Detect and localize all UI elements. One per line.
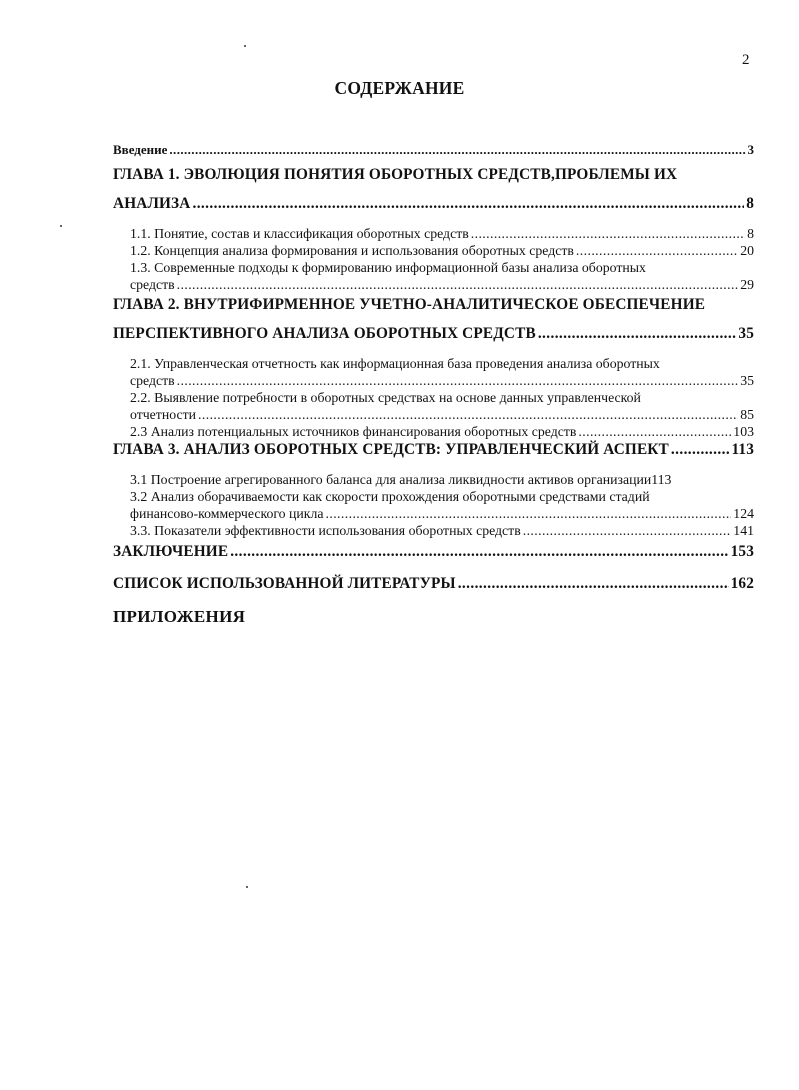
toc-entry-appendices[interactable] <box>113 607 754 627</box>
toc-entry-section-3-2[interactable] <box>113 488 754 522</box>
scan-speck <box>244 45 246 47</box>
toc-page-number: 29 <box>740 277 754 292</box>
toc-entry-text: 1.3. Современные подходы к формированию информационной базы анализа оборотных <box>130 260 646 275</box>
toc-page-number: 103 <box>733 424 754 439</box>
dot-leader <box>538 324 737 344</box>
toc-entry-text: 1.2. Концепция анализа формирования и использования оборотных средств <box>130 243 574 258</box>
table-of-contents <box>113 142 754 627</box>
toc-entry-text: Введение <box>113 142 168 157</box>
toc-page-number: 113 <box>651 472 672 487</box>
toc-entry-chapter-1[interactable] <box>113 165 754 214</box>
dot-leader <box>471 225 745 242</box>
toc-page-number: 113 <box>731 441 754 458</box>
dot-leader <box>177 372 739 389</box>
toc-page-number: 85 <box>740 407 754 422</box>
toc-entry-chapter-3[interactable] <box>113 440 754 460</box>
toc-entry-text: ГЛАВА 1. ЭВОЛЮЦИЯ ПОНЯТИЯ ОБОРОТНЫХ СРЕДСТВ,ПРОБЛЕМЫ ИХ <box>113 166 678 183</box>
toc-entry-text: 3.3. Показатели эффективности использования оборотных средств <box>130 523 521 538</box>
toc-page-number: 20 <box>740 243 754 258</box>
toc-entry-text-continued: средств <box>130 373 175 388</box>
toc-entry-text: ГЛАВА 2. ВНУТРИФИРМЕННОЕ УЧЕТНО-АНАЛИТИЧЕСКОЕ ОБЕСПЕЧЕНИЕ <box>113 296 706 313</box>
toc-entry-text: 3.1 Построение агрегированного баланса для анализа ликвидности активов организации <box>130 472 652 487</box>
toc-page-number: 8 <box>746 195 754 212</box>
toc-entry-text-continued: АНАЛИЗА <box>113 195 191 212</box>
toc-page-number: 35 <box>738 325 754 342</box>
toc-page-number: 8 <box>747 226 754 241</box>
toc-page-number: 141 <box>733 523 754 538</box>
scan-speck <box>246 886 248 888</box>
dot-leader <box>458 574 729 594</box>
toc-page-number: 3 <box>747 142 754 157</box>
scan-speck <box>60 225 62 227</box>
toc-entry-section-2-1[interactable] <box>113 355 754 389</box>
toc-entry-text: 2.2. Выявление потребности в оборотных средствах на основе данных управленческой <box>130 390 641 405</box>
dot-leader <box>671 440 730 460</box>
toc-page-number: 124 <box>733 506 754 521</box>
toc-entry-text: 3.2 Анализ оборачиваемости как скорости прохождения оборотными средствами стадий <box>130 489 650 504</box>
toc-entry-section-1-3[interactable] <box>113 259 754 293</box>
toc-entry-chapter-2[interactable] <box>113 295 754 344</box>
toc-entry-references[interactable] <box>113 574 754 594</box>
toc-entry-text-continued: отчетности <box>130 407 197 422</box>
toc-entry-text: 1.1. Понятие, состав и классификация оборотных средств <box>130 226 469 241</box>
toc-entry-section-3-1[interactable] <box>113 471 754 488</box>
toc-entry-section-2-3[interactable] <box>113 423 754 440</box>
dot-leader <box>576 242 738 259</box>
dot-leader <box>192 194 744 214</box>
page-title: СОДЕРЖАНИЕ <box>334 78 465 98</box>
toc-page-number: 153 <box>730 543 754 560</box>
dot-leader <box>177 276 739 293</box>
dot-leader <box>169 142 745 158</box>
dot-leader <box>578 423 731 440</box>
toc-entry-section-2-2[interactable] <box>113 389 754 423</box>
dot-leader <box>198 406 738 423</box>
toc-entry-text: 2.3 Анализ потенциальных источников финансирования оборотных средств <box>130 424 577 439</box>
page-number: 2 <box>742 52 750 68</box>
toc-entry-section-1-1[interactable] <box>113 225 754 242</box>
toc-page-number: 162 <box>730 575 754 592</box>
dot-leader <box>523 522 732 539</box>
toc-entry-text: ГЛАВА 3. АНАЛИЗ ОБОРОТНЫХ СРЕДСТВ: УПРАВЛЕНЧЕСКИЙ АСПЕКТ <box>113 441 669 458</box>
toc-entry-section-3-3[interactable] <box>113 522 754 539</box>
toc-entry-text: ПРИЛОЖЕНИЯ <box>113 607 246 626</box>
dot-leader <box>230 542 728 562</box>
toc-entry-section-1-2[interactable] <box>113 242 754 259</box>
toc-page-number: 35 <box>740 373 754 388</box>
toc-entry-introduction[interactable] <box>113 142 754 158</box>
toc-entry-text: СПИСОК ИСПОЛЬЗОВАННОЙ ЛИТЕРАТУРЫ <box>113 575 456 592</box>
toc-entry-text: 2.1. Управленческая отчетность как информационная база проведения анализа оборотных <box>130 356 660 371</box>
toc-entry-conclusion[interactable] <box>113 542 754 562</box>
toc-entry-text: ЗАКЛЮЧЕНИЕ <box>113 543 229 560</box>
toc-entry-text-continued: ПЕРСПЕКТИВНОГО АНАЛИЗА ОБОРОТНЫХ СРЕДСТВ <box>113 325 536 342</box>
toc-entry-text-continued: средств <box>130 277 175 292</box>
dot-leader <box>326 505 732 522</box>
toc-entry-text-continued: финансово-коммерческого цикла <box>130 506 324 521</box>
